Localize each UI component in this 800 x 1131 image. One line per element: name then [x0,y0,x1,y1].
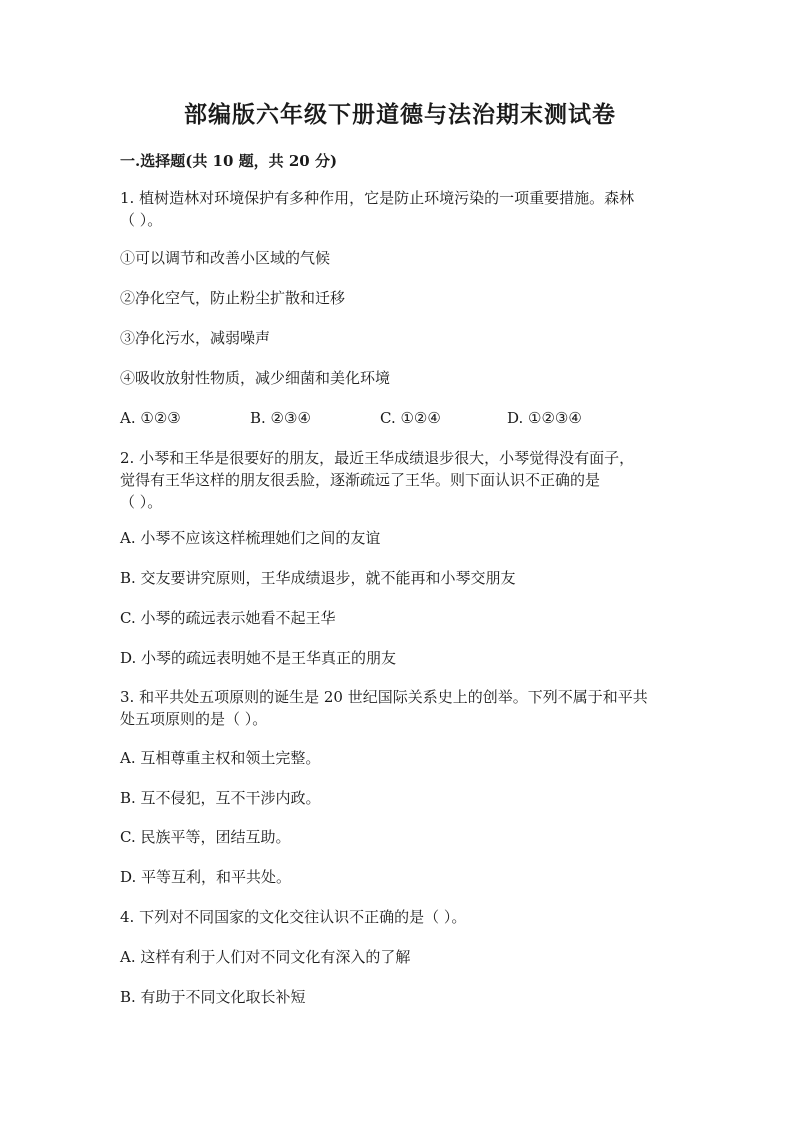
page-title: 部编版六年级下册道德与法治期末测试卷 [184,101,616,128]
q2-option-c: C. 小琴的疏远表示她看不起王华 [120,609,336,627]
q2-option-a: A. 小琴不应该这样梳理她们之间的友谊 [120,529,381,547]
q2-stem-line2: 觉得有王华这样的朋友很丢脸，逐渐疏远了王华。则下面认识不正确的是 [120,471,601,489]
q4-stem-line1: 4. 下列对不同国家的文化交往认识不正确的是（ ）。 [120,908,467,926]
q1-stem-line1: 1. 植树造林对环境保护有多种作用，它是防止环境污染的一项重要措施。森林 [120,189,635,207]
q1-option-b: B. ②③④ [250,409,311,427]
q1-item-3: ③净化污水，减弱噪声 [120,329,271,347]
q3-option-d: D. 平等互利，和平共处。 [120,868,292,886]
q3-option-c: C. 民族平等，团结互助。 [120,828,291,846]
q1-option-a: A. ①②③ [120,409,181,427]
q3-option-a: A. 互相尊重主权和领土完整。 [120,749,321,767]
q3-stem-line1: 3. 和平共处五项原则的诞生是 20 世纪国际关系史上的创举。下列不属于和平共 [120,688,648,706]
section-heading: 一.选择题(共 10 题，共 20 分) [120,152,338,170]
q2-stem-line1: 2. 小琴和王华是很要好的朋友，最近王华成绩退步很大，小琴觉得没有面子， [120,449,635,467]
q2-option-d: D. 小琴的疏远表明她不是王华真正的朋友 [120,649,397,667]
q3-stem-line2: 处五项原则的是（ ）。 [120,710,268,728]
q4-option-a: A. 这样有利于人们对不同文化有深入的了解 [120,948,411,966]
q4-option-b: B. 有助于不同文化取长补短 [120,988,306,1006]
q1-item-2: ②净化空气，防止粉尘扩散和迁移 [120,289,346,307]
q1-option-d: D. ①②③④ [507,409,582,427]
q3-option-b: B. 互不侵犯，互不干涉内政。 [120,789,321,807]
q1-option-c: C. ①②④ [380,409,441,427]
q2-option-b: B. 交友要讲究原则，王华成绩退步，就不能再和小琴交朋友 [120,569,516,587]
q1-item-4: ④吸收放射性物质，减少细菌和美化环境 [120,369,391,387]
q2-stem-line3: （ ）。 [120,493,163,511]
q1-item-1: ①可以调节和改善小区域的气候 [120,249,331,267]
q1-stem-line2: （ ）。 [120,211,163,229]
